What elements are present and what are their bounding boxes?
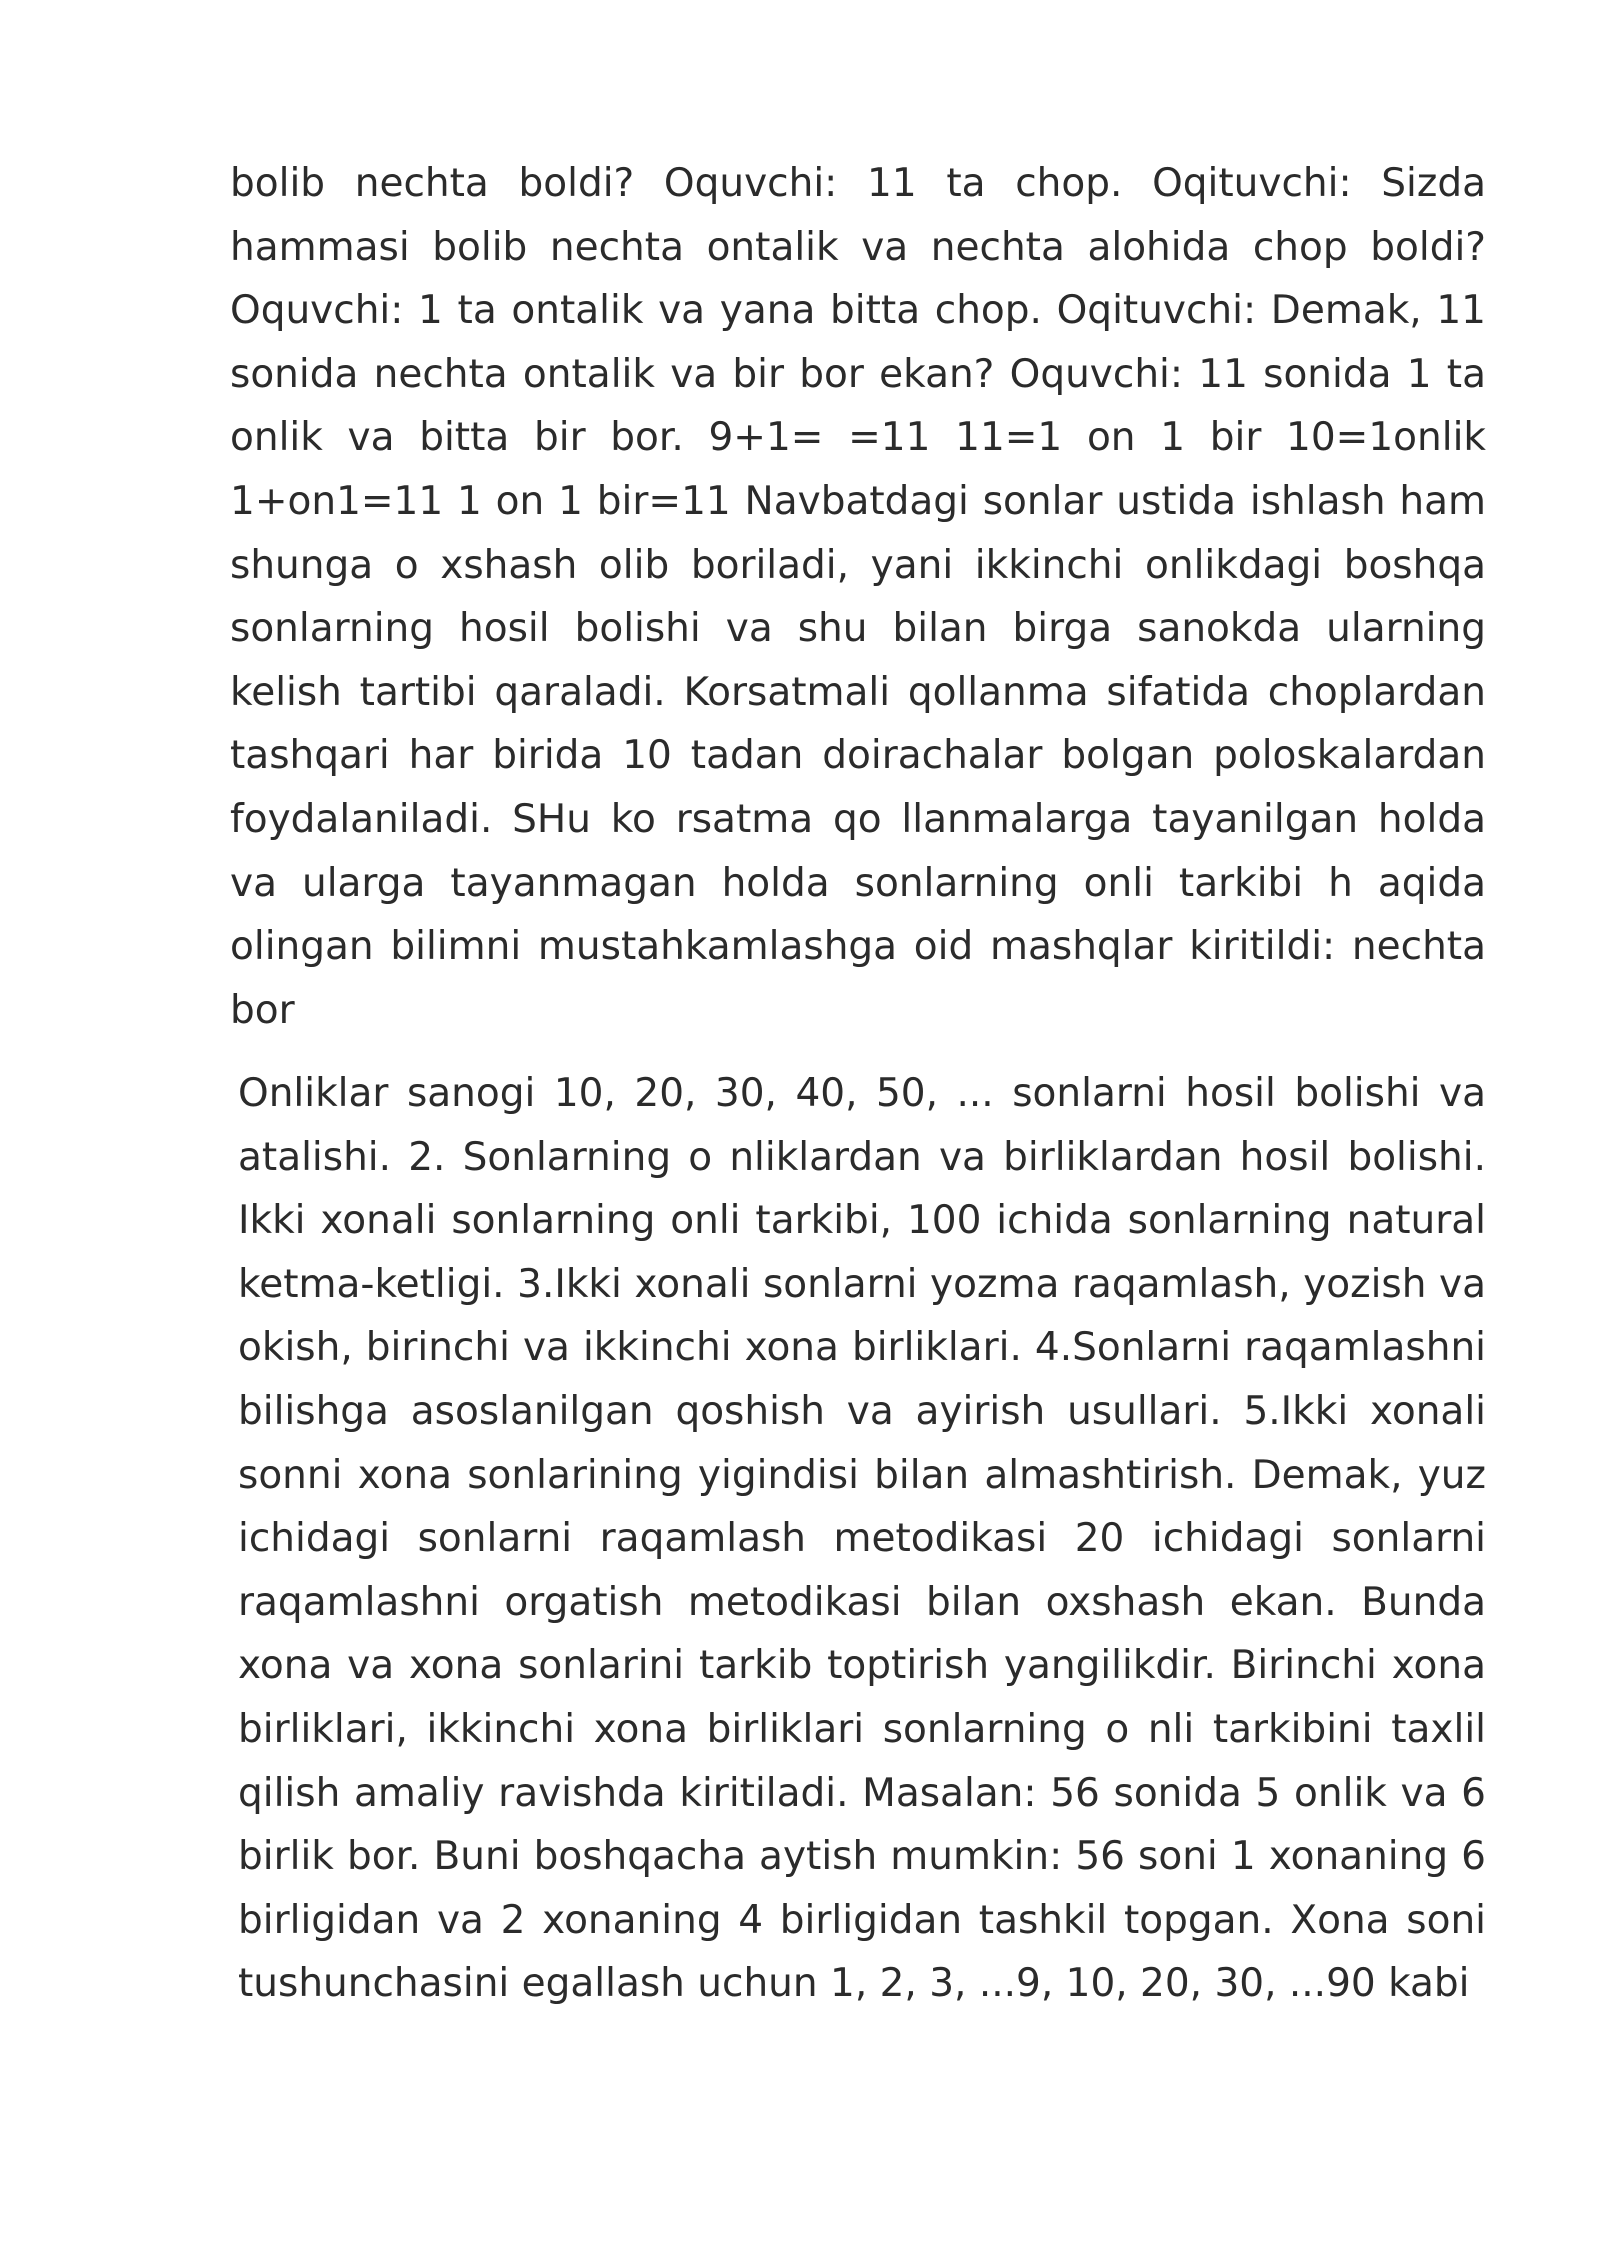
paragraph-2: Onliklar sanogi 10, 20, 30, 40, 50, ... sonlarni hosil bolishi va atalishi. 2. Sonlarning o nliklardan va birliklardan hosil bolishi. Ikki xonali sonlarning onli tarkibi, 100 ichida sonlarning natural ketma-ketligi. 3.Ikki xonali sonlarni yozma raqamlash, yozish va okish, birinchi va ikkinchi xona birliklari. 4.Sonlarni raqamlashni bilishga asoslanilgan qoshish va ayirish usullari. 5.Ikki xonali sonni xona sonlarining yigindisi bilan almashtirish. Demak, yuz ichidagi sonlarni raqamlash metodikasi 20 ichidagi sonlarni raqamlashni orgatish metodikasi bilan oxshash ekan. Bunda xona va xona sonlarini tarkib toptirish yangilikdir. Birinchi xona birliklari, ikkinchi xona birliklari sonlarning o nli tarkibini taxlil qilish amaliy ravishda kiritiladi. Masalan: 56 sonida 5 onlik va 6 birlik bor. Buni boshqacha aytish mumkin: 56 soni 1 xonaning 6 birligidan va 2 xonaning 4 birligidan tashkil topgan. Xona soni tushunchasini egallash uchun 1, 2, 3, ...9, 10, 20, 30, ...90 kabi — [238, 1071, 1486, 2007]
paragraph-1: bolib nechta boldi? Oquvchi: 11 ta chop. Oqituvchi: Sizda hammasi bolib nechta ontalik va nechta alohida chop boldi? Oquvchi: 1 ta ontalik va yana bitta chop. Oqituvchi: Demak, 11 sonida nechta ontalik va bir bor ekan? Oquvchi: 11 sonida 1 ta onlik va bitta bir bor. 9+1= =11 11=1 on 1 bir 10=1onlik 1+on1=11 1 on 1 bir=11 Navbatdagi sonlar ustida ishlash ham shunga o xshash olib boriladi, yani ikkinchi onlikdagi boshqa sonlarning hosil bolishi va shu bilan birga sanokda ularning kelish tartibi qaraladi. Korsatmali qollanma sifatida choplardan tashqari har birida 10 tadan doirachalar bolgan poloskalardan foydalaniladi. SHu ko rsatma qo llanmalarga tayanilgan holda va ularga tayanmagan holda sonlarning onli tarkibi h aqida olingan bilimni mustahkamlashga oid mashqlar kiritildi: nechta bor — [230, 161, 1486, 1033]
